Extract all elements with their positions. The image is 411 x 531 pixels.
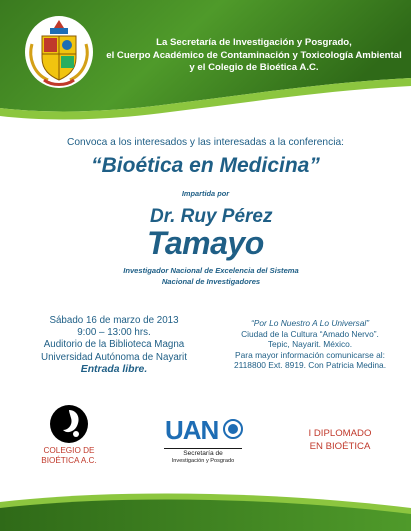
footer-band	[0, 490, 411, 531]
speaker-role-line: Investigador Nacional de Excelencia del Sistema	[123, 266, 299, 275]
uan-letters: UAN	[165, 416, 219, 442]
diplomado-label	[290, 427, 390, 453]
header-organizers	[104, 37, 404, 75]
speaker-surname: Tamayo	[147, 225, 264, 261]
header-line: el Cuerpo Académico de Contaminación y Toxicología Ambiental	[106, 49, 402, 61]
entry-note	[24, 364, 204, 376]
entry-label: Entrada libre	[80, 363, 145, 375]
speaker-name: Dr. Ruy Pérez	[150, 206, 273, 227]
contact-info	[216, 318, 404, 371]
header-line: La Secretaría de Investigación y Posgrado,	[156, 37, 352, 48]
uan-caption	[158, 450, 248, 466]
speaker-role-line: Nacional de Investigadores	[161, 277, 261, 286]
event-university: Universidad Autónoma de Nayarit	[41, 351, 187, 363]
contact-line: Para mayor información comunicarse al:	[235, 349, 385, 360]
contact-line: Tepic, Nayarit. México.	[267, 339, 353, 350]
impartida-label: Impartida por	[181, 189, 230, 198]
uan-logo-icon	[163, 416, 243, 442]
uan-logo	[158, 416, 248, 466]
conference-title: “Bioética en Medicina”	[91, 154, 320, 177]
uan-caption-line: Investigación y Posgrado	[171, 457, 235, 464]
header-line: y el Colegio de Bioética A.C.	[189, 62, 319, 74]
contact-line: Ciudad de la Cultura “Amado Nervo”.	[241, 328, 379, 339]
colegio-name-line: BIOÉTICA A.C.	[41, 456, 97, 466]
uan-caption-line: Secretaría de	[183, 450, 223, 457]
event-details	[24, 315, 204, 376]
uan-divider	[164, 448, 242, 449]
entry-dot: .	[144, 363, 148, 375]
invitation-intro: Convoca a los interesados y las interesadas a la conferencia:	[67, 137, 344, 148]
colegio-bioetica-logo-icon	[49, 404, 89, 444]
event-date: Sábado 16 de marzo de 2013	[49, 315, 179, 326]
colegio-name-line: COLEGIO DE	[43, 446, 95, 455]
colegio-name	[36, 446, 102, 467]
event-place: Auditorio de la Biblioteca Magna	[43, 339, 185, 351]
speaker-role	[111, 265, 311, 287]
university-crest-icon	[24, 14, 94, 90]
contact-line: 2118800 Ext. 8919. Con Patricia Medina.	[233, 360, 387, 371]
diplomado-line: EN BIOÉTICA	[309, 441, 371, 452]
event-time: 9:00 – 13:00 hrs.	[77, 327, 151, 339]
colegio-logo	[36, 404, 102, 476]
university-motto: “Por Lo Nuestro A Lo Universal”	[250, 318, 370, 328]
diplomado-line: I DIPLOMADO	[308, 428, 372, 439]
